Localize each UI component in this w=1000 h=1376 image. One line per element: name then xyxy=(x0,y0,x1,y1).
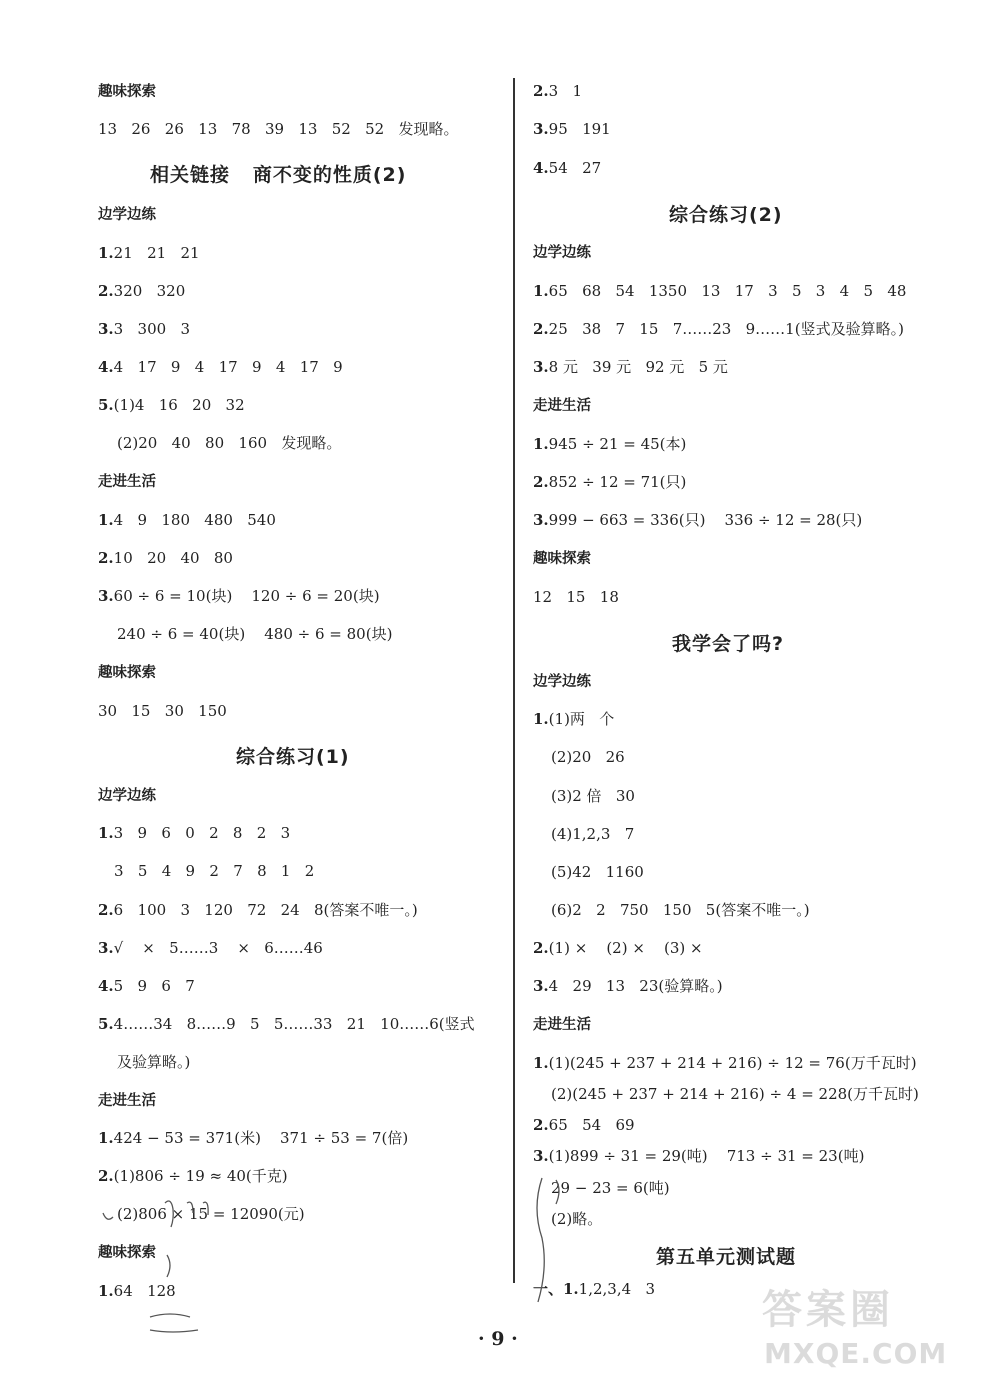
item-number: 3. xyxy=(98,320,114,338)
answer-text: (1) × (2) × (3) × xyxy=(548,939,703,957)
answer-line: (2)20 26 xyxy=(551,748,625,766)
answer-line: (4)1,2,3 7 xyxy=(551,825,635,843)
answer-line xyxy=(98,1166,288,1186)
watermark-text: 答案圈 xyxy=(762,1287,894,1333)
section-label: 边学边练 xyxy=(98,207,156,223)
answer-text: 3 300 3 xyxy=(113,320,190,338)
item-number: 4. xyxy=(533,159,549,177)
item-number: 3. xyxy=(533,358,549,376)
answer-line xyxy=(98,823,290,843)
item-number: 1. xyxy=(533,282,549,300)
pen-scribble xyxy=(95,1195,225,1345)
answer-text: (1)两 个 xyxy=(548,710,615,728)
item-number: 1. xyxy=(533,710,549,728)
item-number: 3. xyxy=(533,1147,549,1165)
answer-line xyxy=(98,900,418,920)
answer-line xyxy=(98,1128,408,1148)
item-number: 1. xyxy=(98,824,114,842)
answer-line: 29 − 23 = 6(吨) xyxy=(551,1179,670,1197)
item-number: 1. xyxy=(98,244,114,262)
answer-line: 13 26 26 13 78 39 13 52 52 发现略。 xyxy=(98,120,459,138)
answer-text: 945 ÷ 21 = 45(本) xyxy=(548,435,687,453)
item-number: 3. xyxy=(98,587,114,605)
answer-line xyxy=(533,434,686,454)
answer-text: 320 320 xyxy=(113,282,186,300)
section-label: 趣味探索 xyxy=(98,84,156,100)
column-divider xyxy=(513,78,515,1283)
answer-text: 64 128 xyxy=(113,1282,176,1300)
answer-text: 424 − 53 = 371(米) 371 ÷ 53 = 7(倍) xyxy=(113,1129,409,1147)
answer-line xyxy=(98,357,343,377)
answer-line: 12 15 18 xyxy=(533,588,619,606)
section-heading: 综合练习(1) xyxy=(236,746,350,768)
item-number: 2. xyxy=(98,901,114,919)
answer-line xyxy=(533,1053,917,1073)
answer-text: 4……34 8……9 5 5……33 21 10……6(竖式 xyxy=(113,1015,475,1033)
answer-line xyxy=(533,1115,635,1135)
answer-line xyxy=(98,976,195,996)
answer-line: (3)2 倍 30 xyxy=(551,787,635,805)
answer-line xyxy=(98,281,185,301)
answer-line xyxy=(533,472,686,492)
item-number: 1. xyxy=(98,511,114,529)
answer-line: (2)略。 xyxy=(551,1210,603,1228)
answer-text: 65 68 54 1350 13 17 3 5 3 4 5 48 xyxy=(548,282,907,300)
item-number: 1. xyxy=(98,1282,114,1300)
item-number: 1. xyxy=(533,1054,549,1072)
item-number: 3. xyxy=(533,120,549,138)
answer-line xyxy=(533,281,906,301)
section-label: 趣味探索 xyxy=(98,1245,156,1261)
answer-text: 852 ÷ 12 = 71(只) xyxy=(548,473,687,491)
page-number: · 9 · xyxy=(478,1328,518,1350)
item-number: 2. xyxy=(98,1167,114,1185)
answer-text: (1)899 ÷ 31 = 29(吨) 713 ÷ 31 = 23(吨) xyxy=(548,1147,865,1165)
answer-line: (5)42 1160 xyxy=(551,863,644,881)
answer-line xyxy=(533,938,703,958)
answer-line xyxy=(533,1146,864,1166)
watermark-url: MXQE.COM xyxy=(764,1337,948,1370)
answer-line: 3 5 4 9 2 7 8 1 2 xyxy=(114,862,315,880)
answer-line: 及验算略。) xyxy=(117,1053,191,1071)
section-label: 边学边练 xyxy=(533,245,591,261)
item-number: 5. xyxy=(98,396,114,414)
answer-text: 1,2,3,4 3 xyxy=(578,1280,655,1298)
answer-line xyxy=(98,395,245,415)
answer-line xyxy=(533,510,862,530)
answer-line xyxy=(533,976,723,996)
section-label: 走进生活 xyxy=(98,474,156,490)
answer-text: (1)4 16 20 32 xyxy=(113,396,245,414)
answer-line xyxy=(98,243,200,263)
answer-text: √ × 5……3 × 6……46 xyxy=(113,939,323,957)
answer-line xyxy=(98,510,276,530)
answer-line: 240 ÷ 6 = 40(块) 480 ÷ 6 = 80(块) xyxy=(117,625,393,643)
section-heading: 相关链接 商不变的性质(2) xyxy=(150,164,407,186)
answer-text: 10 20 40 80 xyxy=(113,549,233,567)
answer-line xyxy=(533,319,904,339)
item-number: 一、1. xyxy=(533,1280,579,1298)
item-number: 4. xyxy=(98,977,114,995)
answer-text: 6 100 3 120 72 24 8(答案不唯一。) xyxy=(113,901,418,919)
answer-text: 60 ÷ 6 = 10(块) 120 ÷ 6 = 20(块) xyxy=(113,587,380,605)
answer-text: 65 54 69 xyxy=(548,1116,635,1134)
section-label: 边学边练 xyxy=(533,674,591,690)
item-number: 4. xyxy=(98,358,114,376)
answer-line xyxy=(533,81,582,101)
section-label: 趣味探索 xyxy=(533,551,591,567)
answer-line xyxy=(98,938,323,958)
answer-line xyxy=(533,119,611,139)
pen-scribble xyxy=(528,1170,568,1310)
answer-text: 999 − 663 = 336(只) 336 ÷ 12 = 28(只) xyxy=(548,511,863,529)
section-heading: 综合练习(2) xyxy=(669,204,783,226)
item-number: 2. xyxy=(533,1116,549,1134)
answer-line: (2)(245 + 237 + 214 + 216) ÷ 4 = 228(万千瓦时) xyxy=(551,1085,919,1103)
answer-line xyxy=(98,319,190,339)
item-number: 2. xyxy=(533,82,549,100)
answer-line: (2)806 × 15 = 12090(元) xyxy=(117,1205,305,1223)
item-number: 1. xyxy=(533,435,549,453)
answer-text: 4 17 9 4 17 9 4 17 9 xyxy=(113,358,343,376)
item-number: 2. xyxy=(533,939,549,957)
answer-text: 5 9 6 7 xyxy=(113,977,195,995)
answer-line xyxy=(98,548,233,568)
answer-line: (6)2 2 750 150 5(答案不唯一。) xyxy=(551,901,810,919)
answer-text: 25 38 7 15 7……23 9……1(竖式及验算略。) xyxy=(548,320,904,338)
item-number: 2. xyxy=(533,320,549,338)
answer-line xyxy=(98,586,380,606)
answer-text: 95 191 xyxy=(548,120,611,138)
section-label: 走进生活 xyxy=(533,398,591,414)
item-number: 3. xyxy=(533,977,549,995)
answer-line xyxy=(533,158,601,178)
item-number: 3. xyxy=(98,939,114,957)
section-label: 趣味探索 xyxy=(98,665,156,681)
answer-line: (2)20 40 80 160 发现略。 xyxy=(117,434,342,452)
answer-line xyxy=(533,357,728,377)
answer-text: 3 1 xyxy=(548,82,583,100)
section-label: 边学边练 xyxy=(98,788,156,804)
answer-text: 3 9 6 0 2 8 2 3 xyxy=(113,824,291,842)
answer-text: 8 元 39 元 92 元 5 元 xyxy=(548,358,728,376)
item-number: 3. xyxy=(533,511,549,529)
section-label: 走进生活 xyxy=(533,1017,591,1033)
item-number: 2. xyxy=(98,549,114,567)
answer-text: 21 21 21 xyxy=(113,244,200,262)
item-number: 1. xyxy=(98,1129,114,1147)
answer-text: (1)(245 + 237 + 214 + 216) ÷ 12 = 76(万千瓦时) xyxy=(548,1054,917,1072)
item-number: 5. xyxy=(98,1015,114,1033)
item-number: 2. xyxy=(533,473,549,491)
answer-line xyxy=(98,1014,475,1034)
answer-text: (1)806 ÷ 19 ≈ 40(千克) xyxy=(113,1167,288,1185)
answer-text: 4 29 13 23(验算略。) xyxy=(548,977,723,995)
section-heading: 第五单元测试题 xyxy=(656,1246,797,1268)
answer-text: 54 27 xyxy=(548,159,602,177)
answer-line: 30 15 30 150 xyxy=(98,702,227,720)
answer-line xyxy=(533,709,614,729)
section-heading: 我学会了吗? xyxy=(672,633,785,655)
item-number: 2. xyxy=(98,282,114,300)
section-label: 走进生活 xyxy=(98,1093,156,1109)
watermark-logo xyxy=(762,1278,992,1370)
answer-text: 4 9 180 480 540 xyxy=(113,511,276,529)
